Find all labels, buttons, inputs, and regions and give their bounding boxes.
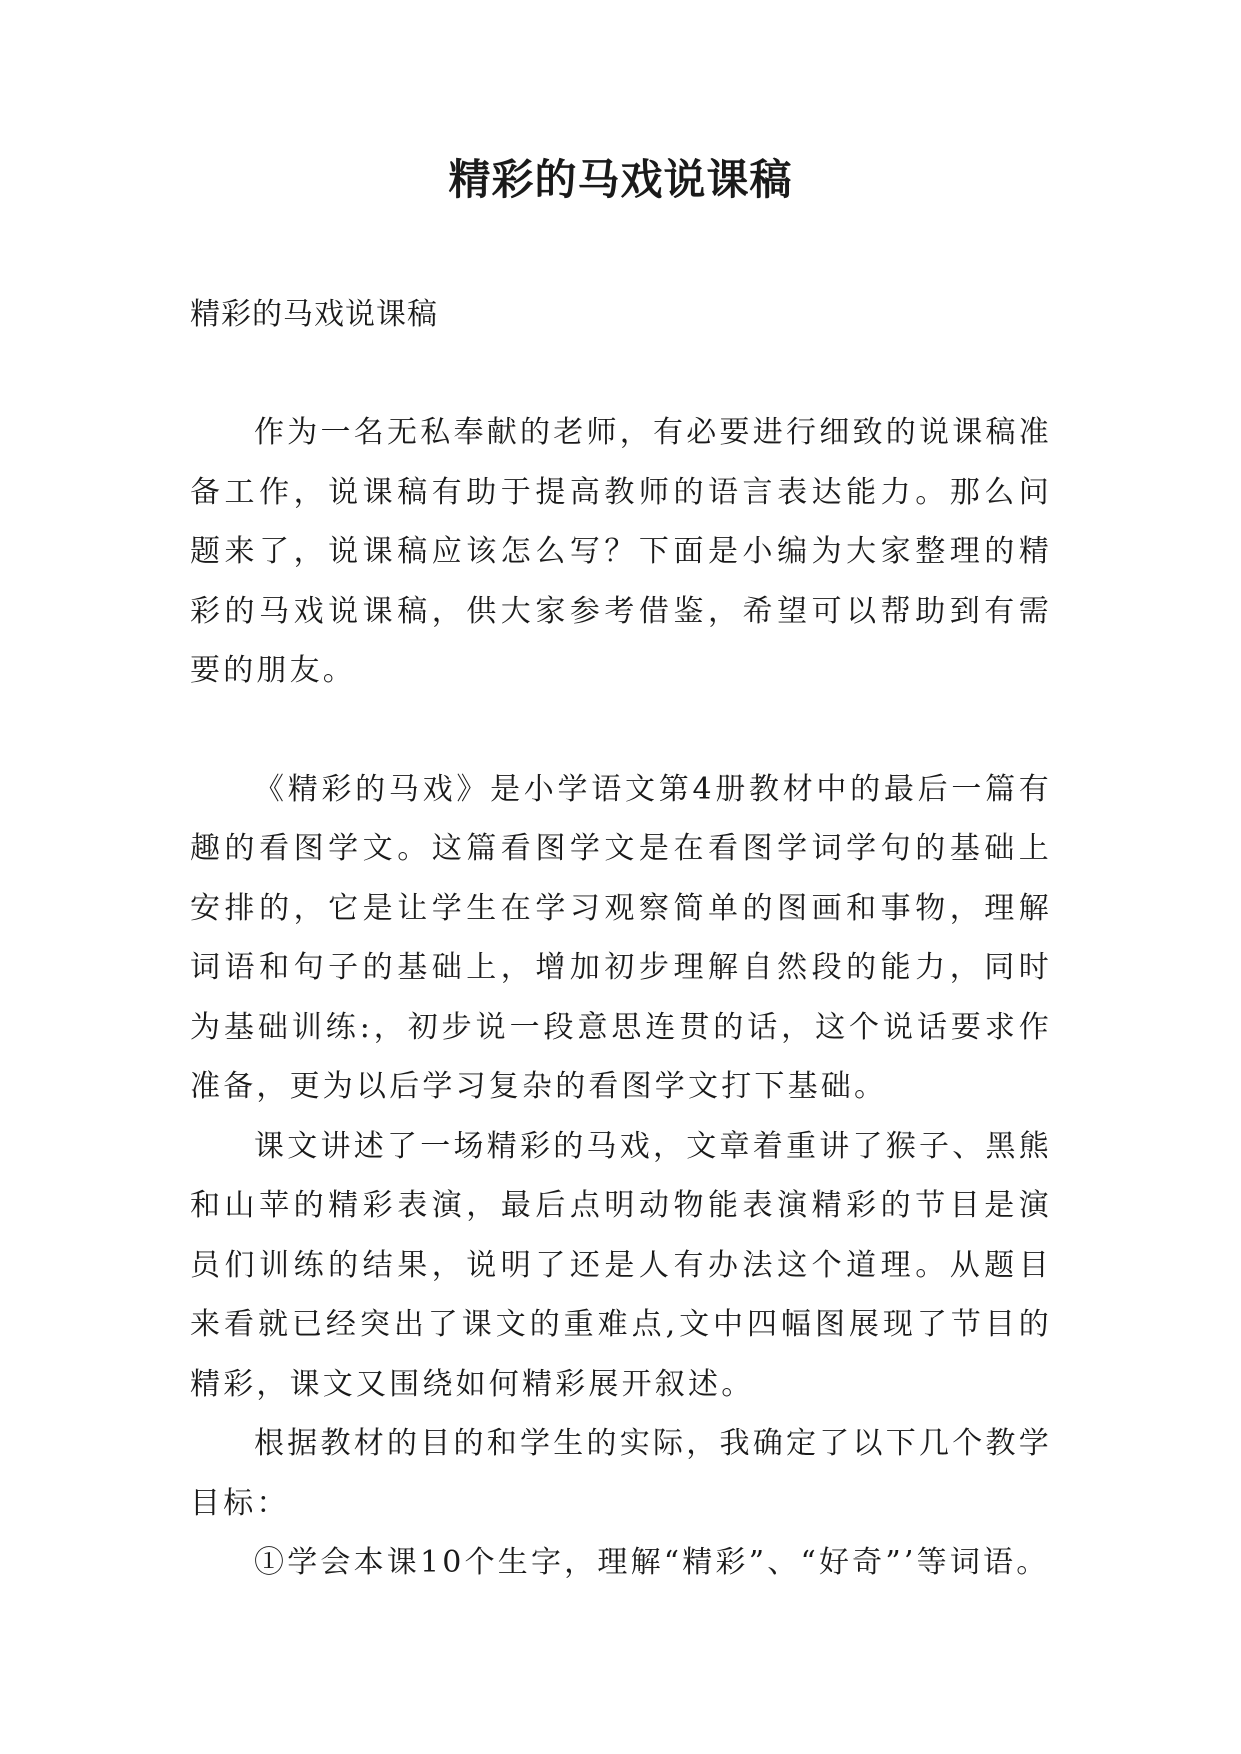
paragraph-intro: 作为一名无私奉献的老师，有必要进行细致的说课稿准备工作，说课稿有助于提高教师的语言表达能力。那么问题来了，说课稿应该怎么写？下面是小编为大家整理的精彩的马戏说课稿，供大家参考借鉴，希望可以帮助到有需要的朋友。 — [190, 415, 1052, 688]
document-body — [190, 403, 1052, 1593]
paragraph-story: 课文讲述了一场精彩的马戏，文章着重讲了猴子、黑熊和山苹的精彩表演，最后点明动物能表演精彩的节目是演员们训练的结果，说明了还是人有办法这个道理。从题目来看就已经突出了课文的重难点,文中四幅图展现了节目的精彩，课文又围绕如何精彩展开叙述。 — [190, 1128, 1052, 1402]
paragraph-textbook: 《精彩的马戏》是小学语文第4册教材中的最后一篇有趣的看图学文。这篇看图学文是在看图学词学句的基础上安排的，它是让学生在学习观察简单的图画和事物，理解词语和句子的基础上，增加初步理解自然段的能力，同时为基础训练:，初步说一段意思连贯的话，这个说话要求作准备，更为以后学习复杂的看图学文打下基础。 — [190, 771, 1052, 1104]
document-subtitle: 精彩的马戏说课稿 — [190, 297, 438, 332]
paragraph-goal-1: ①学会本课10个生字，理解“精彩”、“好奇”’等词语。 — [254, 1545, 1050, 1580]
document-title: 精彩的马戏说课稿 — [448, 155, 793, 204]
paragraph-goals: 根据教材的目的和学生的实际，我确定了以下几个教学目标： — [190, 1426, 1052, 1521]
